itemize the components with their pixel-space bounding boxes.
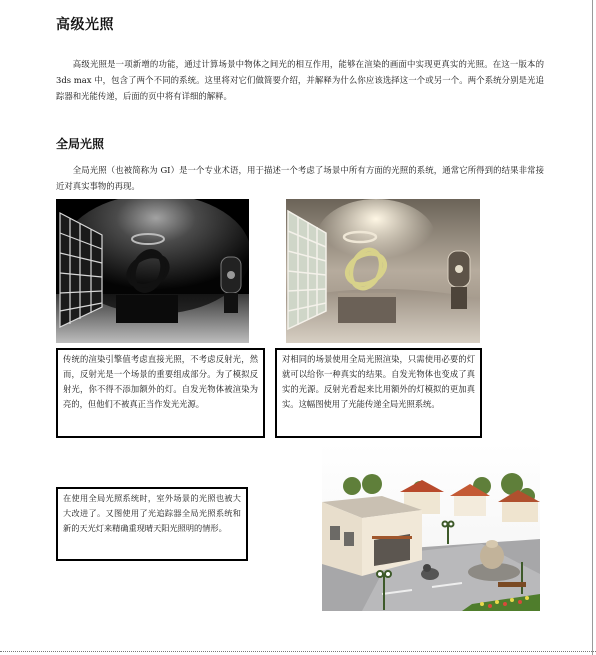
outdoor-caption: 在使用全局光照系统时，室外场景的光照也被大大改进了。又图使用了光追踪器全局光照系统和新的天光灯来精确重现晴天阳光照明的情形。 bbox=[56, 487, 248, 561]
render-scanline-image bbox=[56, 199, 249, 343]
outdoor-scene-image bbox=[322, 444, 540, 611]
gi-paragraph: 全局光照（也被简称为 GI）是一个专业术语，用于描述一个考虑了场景中所有方面的光照的系统，通常它所得到的结果非常接近对真实事物的再现。 bbox=[56, 165, 544, 191]
subsection-title: 全局光照 bbox=[56, 137, 105, 151]
radiosity-caption: 对相同的场景使用全局光照渲染，只需使用必要的灯就可以给你一种真实的结果。自发光物体也变成了真实的光源。反射光看起来比用额外的灯模拟的更加真实。这幅图使用了光能传递全局光照系统。 bbox=[275, 348, 482, 438]
page-edge-bottom bbox=[0, 651, 596, 653]
intro-paragraph: 高级光照是一项新增的功能，通过计算场景中物体之间光的相互作用，能够在渲染的画面中实现更真实的光照。在这一版本的 3ds max 中，包含了两个不同的系统。这里将对它们做简要介绍，并解释为什么你应该选择这一个或另一个。两个系统分别是光追踪器和光能传递，后面的页中将有详细的解释。 bbox=[56, 59, 544, 101]
render-radiosity-image bbox=[286, 199, 480, 343]
page-edge-right bbox=[592, 0, 593, 655]
section-title: 高级光照 bbox=[56, 17, 114, 33]
scanline-caption: 传统的渲染引擎值考虑直接光照，不考虑反射光，然而，反射光是一个场景的重要组成部分。为了模拟反射光，你不得不添加额外的灯。自发光物体被渲染为亮的，但他们不被真正当作发光光源。 bbox=[56, 348, 265, 438]
